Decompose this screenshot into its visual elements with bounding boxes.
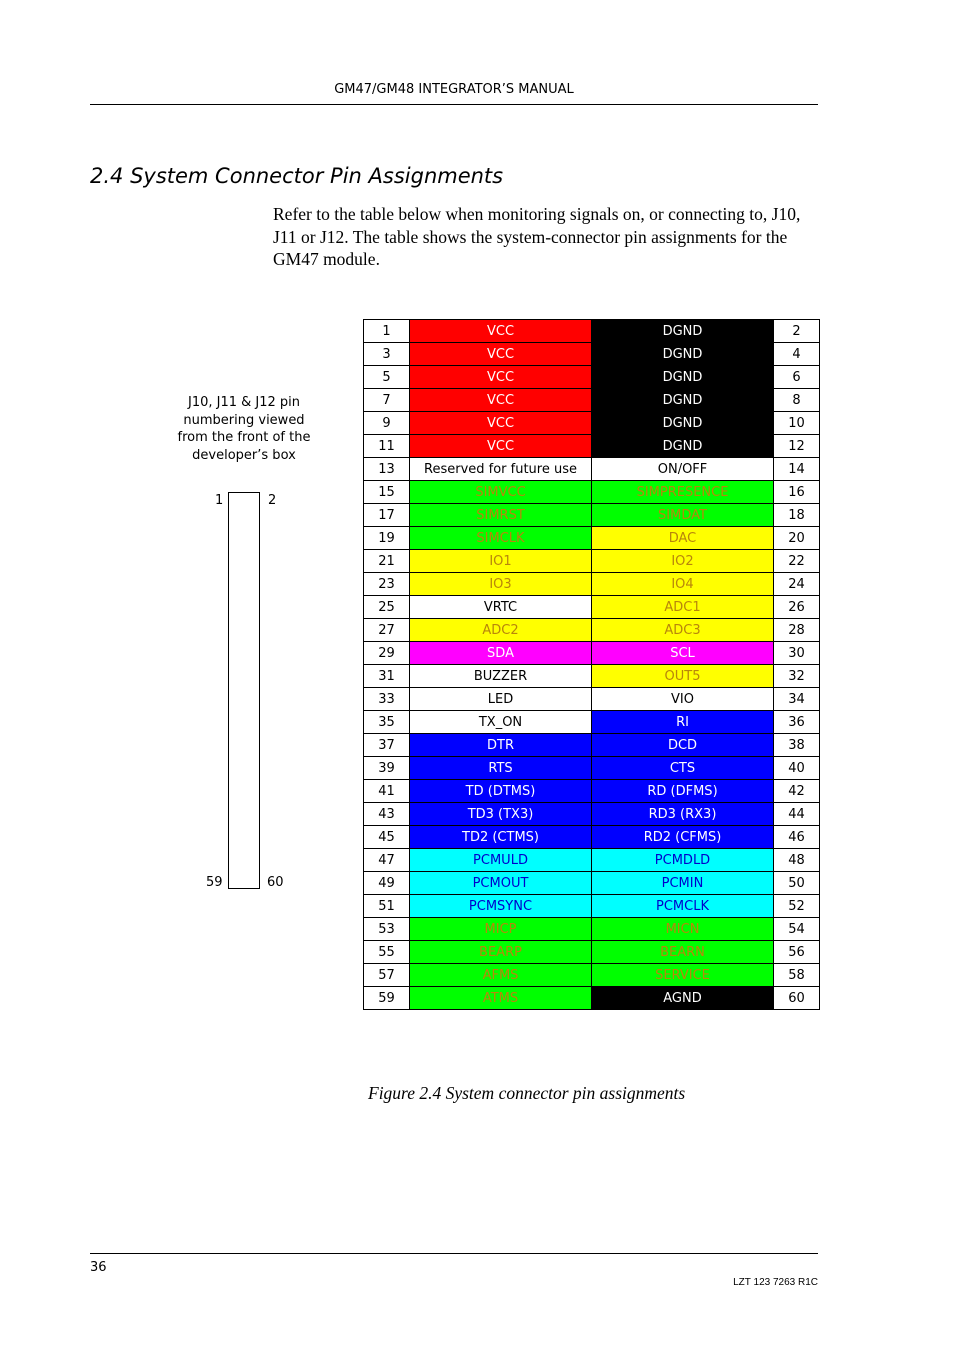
right-signal-name: PCMIN (592, 872, 774, 895)
figure-caption: Figure 2.4 System connector pin assignments (368, 1083, 686, 1103)
table-row (364, 941, 820, 964)
table-row (364, 504, 820, 527)
left-signal-name: TX_ON (410, 711, 592, 734)
right-pin-number: 44 (774, 803, 820, 826)
right-signal-name: CTS (592, 757, 774, 780)
right-pin-number: 16 (774, 481, 820, 504)
right-pin-number: 40 (774, 757, 820, 780)
connector-pin-2-label: 2 (268, 493, 277, 508)
left-pin-number: 17 (364, 504, 410, 527)
right-signal-name: DGND (592, 435, 774, 458)
left-pin-number: 21 (364, 550, 410, 573)
right-pin-number: 50 (774, 872, 820, 895)
right-pin-number: 42 (774, 780, 820, 803)
right-signal-name: VIO (592, 688, 774, 711)
left-signal-name: IO3 (410, 573, 592, 596)
right-signal-name: AGND (592, 987, 774, 1010)
left-pin-number: 31 (364, 665, 410, 688)
right-pin-number: 22 (774, 550, 820, 573)
table-row (364, 573, 820, 596)
left-pin-number: 11 (364, 435, 410, 458)
right-pin-number: 20 (774, 527, 820, 550)
page-number: 36 (90, 1260, 107, 1275)
right-pin-number: 14 (774, 458, 820, 481)
right-pin-number: 4 (774, 343, 820, 366)
intro-paragraph: Refer to the table below when monitoring signals on, or connecting to, J10, J11 or J12. The table shows the system-connector pin assignments for the GM47 module. (273, 204, 801, 269)
table-row (364, 872, 820, 895)
left-pin-number: 45 (364, 826, 410, 849)
left-pin-number: 53 (364, 918, 410, 941)
left-signal-name: VCC (410, 412, 592, 435)
left-signal-name: VCC (410, 343, 592, 366)
left-signal-name: MICP (410, 918, 592, 941)
left-signal-name: AFMS (410, 964, 592, 987)
left-signal-name: VCC (410, 435, 592, 458)
table-row (364, 435, 820, 458)
right-pin-number: 6 (774, 366, 820, 389)
right-pin-number: 12 (774, 435, 820, 458)
right-signal-name: SIMPRESENCE (592, 481, 774, 504)
left-pin-number: 13 (364, 458, 410, 481)
right-signal-name: DGND (592, 389, 774, 412)
left-signal-name: SIMVCC (410, 481, 592, 504)
right-pin-number: 56 (774, 941, 820, 964)
right-signal-name: DGND (592, 320, 774, 343)
table-row (364, 895, 820, 918)
left-pin-number: 23 (364, 573, 410, 596)
left-signal-name: SIMRST (410, 504, 592, 527)
pin-assignment-table (363, 319, 820, 1010)
right-pin-number: 10 (774, 412, 820, 435)
right-signal-name: ADC1 (592, 596, 774, 619)
right-pin-number: 46 (774, 826, 820, 849)
left-pin-number: 43 (364, 803, 410, 826)
left-pin-number: 7 (364, 389, 410, 412)
connector-pin-1-label: 1 (215, 493, 224, 508)
left-signal-name: VCC (410, 366, 592, 389)
left-signal-name: TD2 (CTMS) (410, 826, 592, 849)
table-row (364, 389, 820, 412)
table-row (364, 596, 820, 619)
table-row (364, 803, 820, 826)
right-pin-number: 52 (774, 895, 820, 918)
left-pin-number: 29 (364, 642, 410, 665)
right-signal-name: RD3 (RX3) (592, 803, 774, 826)
left-pin-number: 55 (364, 941, 410, 964)
left-signal-name: LED (410, 688, 592, 711)
left-signal-name: VCC (410, 389, 592, 412)
right-pin-number: 18 (774, 504, 820, 527)
left-signal-name: Reserved for future use (410, 458, 592, 481)
left-signal-name: PCMOUT (410, 872, 592, 895)
table-row (364, 987, 820, 1010)
left-pin-number: 1 (364, 320, 410, 343)
right-pin-number: 34 (774, 688, 820, 711)
left-signal-name: TD3 (TX3) (410, 803, 592, 826)
left-signal-name: TD (DTMS) (410, 780, 592, 803)
left-pin-number: 41 (364, 780, 410, 803)
left-pin-number: 35 (364, 711, 410, 734)
right-signal-name: IO4 (592, 573, 774, 596)
running-header: GM47/GM48 INTEGRATOR’S MANUAL (334, 82, 574, 97)
left-pin-number: 3 (364, 343, 410, 366)
connector-pin-60-label: 60 (267, 875, 284, 890)
left-pin-number: 33 (364, 688, 410, 711)
right-pin-number: 2 (774, 320, 820, 343)
right-signal-name: IO2 (592, 550, 774, 573)
right-signal-name: ADC3 (592, 619, 774, 642)
right-signal-name: SERVICE (592, 964, 774, 987)
table-row (364, 780, 820, 803)
right-signal-name: RD2 (CFMS) (592, 826, 774, 849)
table-row (364, 849, 820, 872)
right-signal-name: PCMDLD (592, 849, 774, 872)
table-row (364, 412, 820, 435)
left-pin-number: 47 (364, 849, 410, 872)
left-signal-name: PCMULD (410, 849, 592, 872)
table-row (364, 550, 820, 573)
right-pin-number: 48 (774, 849, 820, 872)
left-signal-name: PCMSYNC (410, 895, 592, 918)
right-pin-number: 54 (774, 918, 820, 941)
left-pin-number: 9 (364, 412, 410, 435)
table-row (364, 366, 820, 389)
right-signal-name: DCD (592, 734, 774, 757)
right-signal-name: RD (DFMS) (592, 780, 774, 803)
footer-rule (90, 1253, 818, 1254)
right-signal-name: ON/OFF (592, 458, 774, 481)
left-pin-number: 39 (364, 757, 410, 780)
left-signal-name: BEARP (410, 941, 592, 964)
table-row (364, 734, 820, 757)
left-signal-name: DTR (410, 734, 592, 757)
left-signal-name: ADC2 (410, 619, 592, 642)
right-pin-number: 58 (774, 964, 820, 987)
right-pin-number: 36 (774, 711, 820, 734)
right-pin-number: 32 (774, 665, 820, 688)
table-row (364, 527, 820, 550)
left-signal-name: SIMCLK (410, 527, 592, 550)
section-title: 2.4 System Connector Pin Assignments (90, 164, 504, 188)
right-signal-name: BEARN (592, 941, 774, 964)
left-pin-number: 27 (364, 619, 410, 642)
right-signal-name: PCMCLK (592, 895, 774, 918)
table-row (364, 343, 820, 366)
table-row (364, 711, 820, 734)
right-pin-number: 28 (774, 619, 820, 642)
right-pin-number: 24 (774, 573, 820, 596)
right-signal-name: RI (592, 711, 774, 734)
table-row (364, 964, 820, 987)
table-row (364, 320, 820, 343)
table-row (364, 642, 820, 665)
left-signal-name: SDA (410, 642, 592, 665)
right-pin-number: 38 (774, 734, 820, 757)
table-row (364, 918, 820, 941)
table-row (364, 826, 820, 849)
connector-caption: J10, J11 & J12 pin numbering viewed from the front of the developer’s box (177, 395, 311, 464)
table-row (364, 481, 820, 504)
left-pin-number: 37 (364, 734, 410, 757)
table-row (364, 757, 820, 780)
left-signal-name: IO1 (410, 550, 592, 573)
left-signal-name: ATMS (410, 987, 592, 1010)
right-signal-name: DGND (592, 412, 774, 435)
left-signal-name: RTS (410, 757, 592, 780)
right-signal-name: DGND (592, 343, 774, 366)
connector-pin-59-label: 59 (206, 875, 223, 890)
left-signal-name: BUZZER (410, 665, 592, 688)
left-pin-number: 59 (364, 987, 410, 1010)
table-row (364, 665, 820, 688)
table-row (364, 688, 820, 711)
header-rule (90, 104, 818, 105)
left-pin-number: 25 (364, 596, 410, 619)
table-row (364, 619, 820, 642)
right-signal-name: SCL (592, 642, 774, 665)
left-pin-number: 15 (364, 481, 410, 504)
connector-diagram (228, 492, 260, 889)
right-pin-number: 26 (774, 596, 820, 619)
right-pin-number: 8 (774, 389, 820, 412)
right-signal-name: OUT5 (592, 665, 774, 688)
left-signal-name: VCC (410, 320, 592, 343)
left-signal-name: VRTC (410, 596, 592, 619)
right-signal-name: MICN (592, 918, 774, 941)
right-pin-number: 60 (774, 987, 820, 1010)
right-pin-number: 30 (774, 642, 820, 665)
right-signal-name: SIMDAT (592, 504, 774, 527)
left-pin-number: 49 (364, 872, 410, 895)
right-signal-name: DGND (592, 366, 774, 389)
left-pin-number: 19 (364, 527, 410, 550)
left-pin-number: 57 (364, 964, 410, 987)
document-id: LZT 123 7263 R1C (733, 1277, 818, 1288)
right-signal-name: DAC (592, 527, 774, 550)
table-row (364, 458, 820, 481)
left-pin-number: 5 (364, 366, 410, 389)
left-pin-number: 51 (364, 895, 410, 918)
